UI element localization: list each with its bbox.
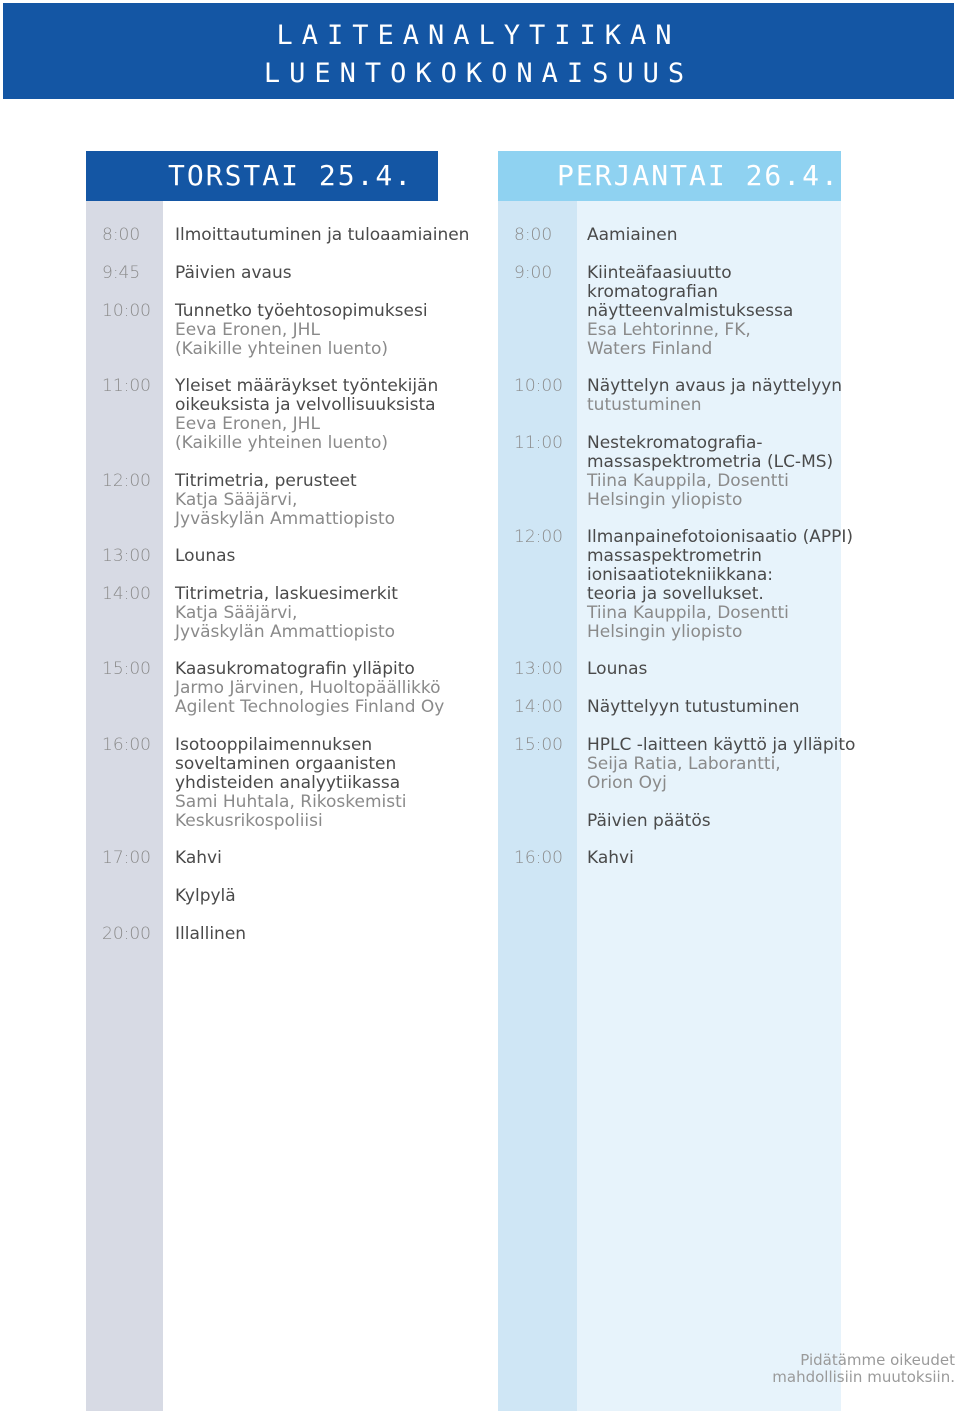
entry-title-line: Tunnetko työehtosopimuksesi [175,301,428,321]
entry-title-line: massaspektrometrin [587,546,762,566]
entry-title-line: Lounas [587,659,648,679]
entry-title-line: soveltaminen orgaanisten [175,754,397,774]
entry-description [175,849,475,868]
entry-description [175,887,475,906]
entry-time: 8:00 [514,225,553,245]
entry-title-line: Titrimetria, laskuesimerkit [175,584,398,604]
title-line-2: LUENTOKOKONAISUUS [263,58,694,89]
entry-title-line: ionisaatiotekniikkana: [587,565,774,585]
entry-description [587,377,887,415]
entry-detail-line: Sami Huhtala, Rikoskemisti [175,792,407,812]
entry-title-line: yhdisteiden analyytiikassa [175,773,401,793]
entry-description [175,264,475,283]
entry-detail-line: Keskusrikospoliisi [175,811,323,831]
entry-time: 20:00 [102,924,151,944]
entry-time: 10:00 [514,376,563,396]
entry-title-line: Kaasukromatografin ylläpito [175,659,415,679]
entry-detail-line: Eeva Eronen, JHL [175,414,320,434]
entry-detail-line: Katja Sääjärvi, [175,603,298,623]
entry-title-line: Päivien avaus [175,263,292,283]
title-line-1: LAITEANALYTIIKAN [276,20,681,51]
entry-detail-line: Seija Ratia, Laborantti, [587,754,781,774]
entry-time: 15:00 [514,735,563,755]
entry-title-line: Kahvi [587,848,634,868]
entry-description [587,434,887,510]
entry-description [175,736,475,831]
entry-detail-line: (Kaikille yhteinen luento) [175,339,389,359]
entry-title-line: Kahvi [175,848,222,868]
entry-time: 9:45 [102,263,141,283]
entry-description [587,660,887,679]
entry-detail-line: Waters Finland [587,339,713,359]
title-banner [3,3,954,99]
entry-time: 11:00 [514,433,563,453]
entry-title-line: massaspektrometria (LC-MS) [587,452,834,472]
entry-description [175,226,475,245]
entry-detail-line: Jarmo Järvinen, Huoltopäällikkö [175,678,441,698]
entry-title-line: Kiinteäfaasiuutto [587,263,732,283]
entry-title-line: Isotooppilaimennuksen [175,735,373,755]
entry-detail-line: Orion Oyj [587,773,667,793]
entry-time: 12:00 [102,471,151,491]
entry-detail-line: Eeva Eronen, JHL [175,320,320,340]
entry-description [587,226,887,245]
entry-title-line: HPLC -laitteen käyttö ja ylläpito [587,735,856,755]
entry-title-line: Kylpylä [175,886,236,906]
entry-detail-line: tutustuminen [587,395,702,415]
entry-title-line: Yleiset määräykset työntekijän [175,376,439,396]
footer-line-2: mahdollisiin muutoksiin. [772,1368,955,1386]
entry-description [587,698,887,717]
entry-detail-line: Jyväskylän Ammattiopisto [175,622,396,642]
entry-title-line: Titrimetria, perusteet [175,471,357,491]
entry-time: 16:00 [102,735,151,755]
footer-line-1: Pidätämme oikeudet [800,1351,955,1369]
entry-title-line: oikeuksista ja velvollisuuksista [175,395,436,415]
entry-description [587,528,887,642]
entry-title-line: Ilmanpainefotoionisaatio (APPI) [587,527,854,547]
entry-time: 14:00 [514,697,563,717]
entry-time: 14:00 [102,584,151,604]
entry-time: 16:00 [514,848,563,868]
entry-description [175,302,475,359]
entry-detail-line: Helsingin yliopisto [587,622,743,642]
entry-detail-line: Agilent Technologies Finland Oy [175,697,445,717]
entry-description [175,472,475,529]
entry-time: 9:00 [514,263,553,283]
entry-description [587,849,887,868]
entry-detail-line: Katja Sääjärvi, [175,490,298,510]
entry-title-line: näytteenvalmistuksessa [587,301,794,321]
entry-title-line: Päivien päätös [587,811,711,831]
thursday-header: TORSTAI 25.4. [86,151,438,201]
entry-time: 8:00 [102,225,141,245]
footer-note [772,1352,955,1386]
entry-time: 15:00 [102,659,151,679]
entry-title-line: teoria ja sovellukset. [587,584,764,604]
entry-description [175,585,475,642]
entry-description [175,547,475,566]
entry-title-line: Nestekromatografia- [587,433,763,453]
friday-header: PERJANTAI 26.4. [498,151,841,201]
entry-title-line: Illallinen [175,924,247,944]
entry-time: 13:00 [514,659,563,679]
entry-detail-line: Tiina Kauppila, Dosentti [587,471,789,491]
entry-title-line: Aamiainen [587,225,678,245]
entry-title-line: Näyttelyyn tutustuminen [587,697,800,717]
entry-time: 10:00 [102,301,151,321]
entry-title-line: Näyttelyn avaus ja näyttelyyn [587,376,843,396]
entry-time: 13:00 [102,546,151,566]
entry-title-line: Ilmoittautuminen ja tuloaamiainen [175,225,470,245]
entry-detail-line: (Kaikille yhteinen luento) [175,433,389,453]
entry-description [175,925,475,944]
entry-description [587,264,887,359]
entry-detail-line: Tiina Kauppila, Dosentti [587,603,789,623]
entry-description [587,736,887,793]
entry-description [175,377,475,453]
entry-detail-line: Jyväskylän Ammattiopisto [175,509,396,529]
entry-description [175,660,475,717]
entry-detail-line: Helsingin yliopisto [587,490,743,510]
entry-title-line: kromatografian [587,282,719,302]
entry-title-line: Lounas [175,546,236,566]
entry-description [587,812,887,831]
entry-time: 11:00 [102,376,151,396]
entry-time: 12:00 [514,527,563,547]
entry-detail-line: Esa Lehtorinne, FK, [587,320,751,340]
entry-time: 17:00 [102,848,151,868]
